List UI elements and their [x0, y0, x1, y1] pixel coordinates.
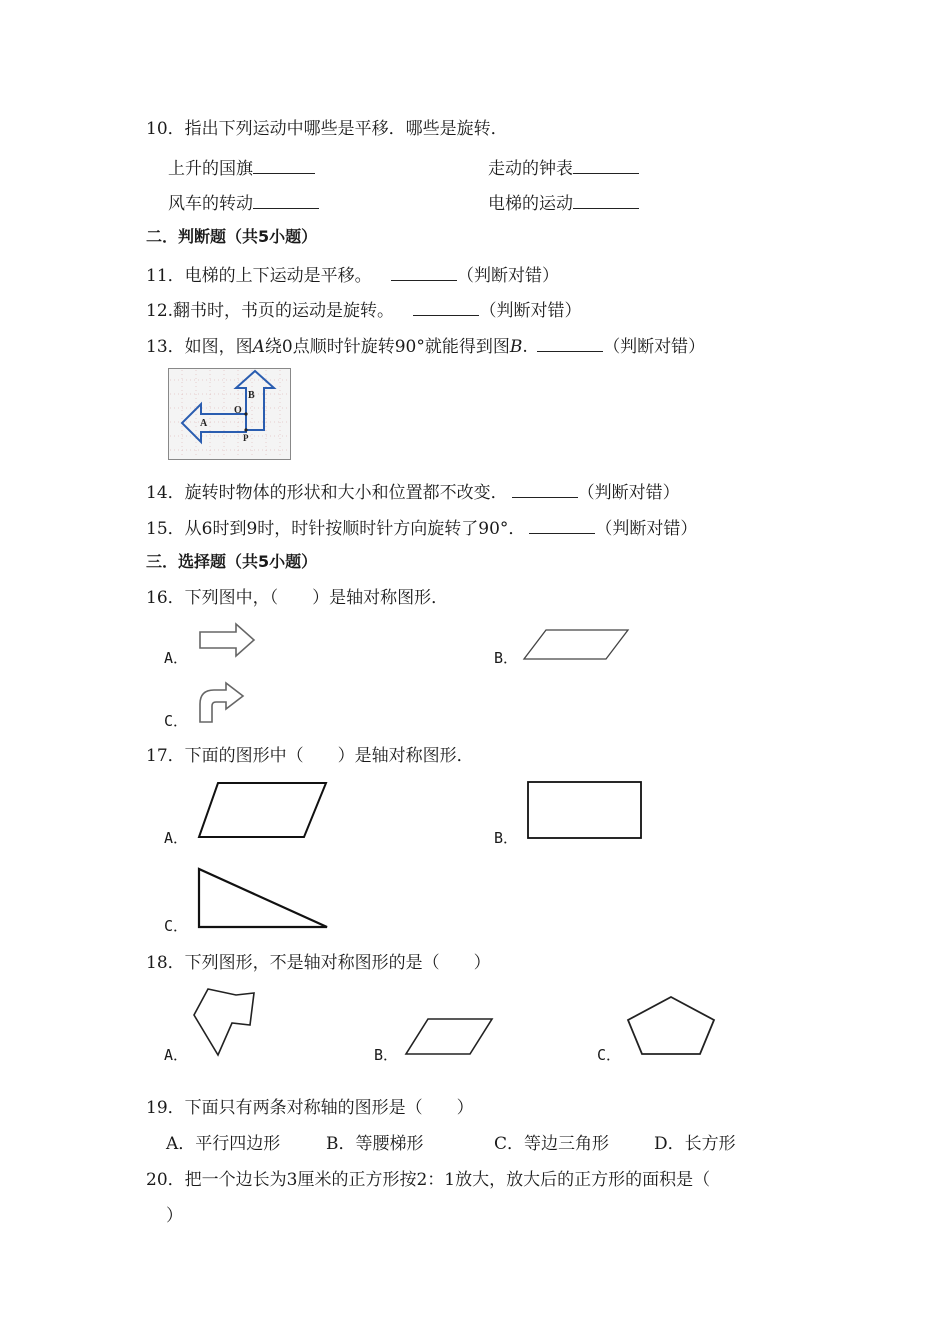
section-2-title: 二．判断题（共5小题）: [146, 227, 318, 246]
q16-option-c[interactable]: C．: [164, 712, 189, 730]
q18-option-b[interactable]: B．: [374, 1046, 399, 1064]
label-b: B: [248, 390, 255, 401]
rectangle-shape: [528, 782, 641, 838]
q18-a-irregular-figure: [190, 985, 262, 1059]
answer-blank[interactable]: [413, 297, 479, 316]
judge-suffix: （判断对错）: [595, 519, 698, 539]
q10-item-1-label: 上升的国旗: [168, 159, 253, 179]
answer-blank[interactable]: [573, 155, 639, 174]
judge-suffix: （判断对错）: [479, 301, 582, 321]
q16-text: 16．下列图中，（ ）是轴对称图形．: [146, 588, 449, 608]
irregular-polygon-shape: [194, 989, 254, 1055]
q13-text-b: 绕0点顺时针旋转90°就能得到图: [264, 337, 510, 357]
q17-c-triangle-figure: [196, 866, 332, 930]
q17-b-rectangle-figure: [526, 780, 644, 842]
q13-var-b: B: [509, 337, 523, 357]
answer-blank[interactable]: [537, 333, 603, 352]
parallelogram-shape: [199, 783, 326, 837]
right-arrow-shape: [200, 624, 254, 656]
point-o: [244, 412, 247, 415]
q10-item-3: [168, 190, 319, 215]
right-triangle-shape: [199, 869, 327, 927]
answer-blank[interactable]: [512, 479, 578, 498]
q13-var-a: A: [252, 337, 265, 357]
q10-item-2: [488, 155, 639, 180]
q10-item-1: [168, 155, 315, 180]
q13: [146, 333, 705, 358]
q13-rotation-figure: [168, 368, 292, 460]
turn-arrow-shape: [200, 683, 243, 722]
parallelogram-shape: [524, 630, 628, 659]
q10-item-4-label: 电梯的运动: [488, 194, 573, 214]
q15: [146, 515, 697, 540]
q20-text: 20．把一个边长为3厘米的正方形按2：1放大，放大后的正方形的面积是（: [146, 1170, 711, 1190]
q14: [146, 479, 680, 504]
label-p: P: [243, 433, 249, 443]
q16-c-curved-arrow-figure: [196, 680, 248, 724]
q11-text: 11．电梯的上下运动是平移。: [146, 266, 372, 286]
q18-c-pentagon-figure: [624, 994, 718, 1056]
q10-title: 10．指出下列运动中哪些是平移．哪些是旋转．: [146, 119, 508, 139]
q17-option-c[interactable]: C．: [164, 917, 189, 935]
q16-a-arrow-figure: [198, 622, 258, 660]
q20-text-cont: ）: [166, 1206, 183, 1226]
q19-option-b[interactable]: B．等腰梯形: [326, 1134, 424, 1154]
q15-text: 15．从6时到9时，时针按顺时针方向旋转了90°．: [146, 519, 526, 539]
judge-suffix: （判断对错）: [577, 483, 680, 503]
q17-option-b[interactable]: B．: [494, 829, 519, 847]
answer-blank[interactable]: [573, 190, 639, 209]
q17-text: 17．下面的图形中（ ）是轴对称图形．: [146, 746, 474, 766]
parallelogram-shape: [406, 1019, 492, 1054]
q16-b-parallelogram-figure: [520, 627, 632, 663]
answer-blank[interactable]: [529, 515, 595, 534]
section-3-title: 三．选择题（共5小题）: [146, 552, 318, 571]
q18-b-parallelogram-figure: [402, 1016, 496, 1058]
point-p: [244, 428, 247, 431]
q11: [146, 262, 559, 287]
q13-text-a: 13．如图，图: [146, 337, 253, 357]
q17-a-parallelogram-figure: [196, 780, 332, 840]
q18-option-a[interactable]: A．: [164, 1046, 189, 1064]
q19-text: 19．下面只有两条对称轴的图形是（ ）: [146, 1098, 474, 1118]
pentagon-shape: [628, 997, 714, 1054]
answer-blank[interactable]: [253, 155, 315, 174]
q16-option-b[interactable]: B．: [494, 649, 519, 667]
q12: [146, 297, 581, 322]
answer-blank[interactable]: [391, 262, 457, 281]
q19-option-c[interactable]: C．等边三角形: [494, 1134, 610, 1154]
q10-item-4: [488, 190, 639, 215]
label-a: A: [200, 418, 208, 429]
answer-blank[interactable]: [253, 190, 319, 209]
judge-suffix: （判断对错）: [603, 337, 706, 357]
q19-option-a[interactable]: A．平行四边形: [166, 1134, 281, 1154]
q12-text: 12.翻书时，书页的运动是旋转。: [146, 301, 395, 321]
q13-text-c: .: [522, 337, 528, 357]
q17-option-a[interactable]: A．: [164, 829, 189, 847]
judge-suffix: （判断对错）: [457, 266, 560, 286]
q10-item-2-label: 走动的钟表: [488, 159, 573, 179]
q14-text: 14．旋转时物体的形状和大小和位置都不改变．: [146, 483, 508, 503]
q16-option-a[interactable]: A．: [164, 649, 189, 667]
q18-text: 18．下列图形，不是轴对称图形的是（ ）: [146, 953, 491, 973]
q10-item-3-label: 风车的转动: [168, 194, 253, 214]
q19-option-d[interactable]: D．长方形: [654, 1134, 736, 1154]
q18-option-c[interactable]: C．: [597, 1046, 622, 1064]
label-o: O: [234, 405, 242, 416]
